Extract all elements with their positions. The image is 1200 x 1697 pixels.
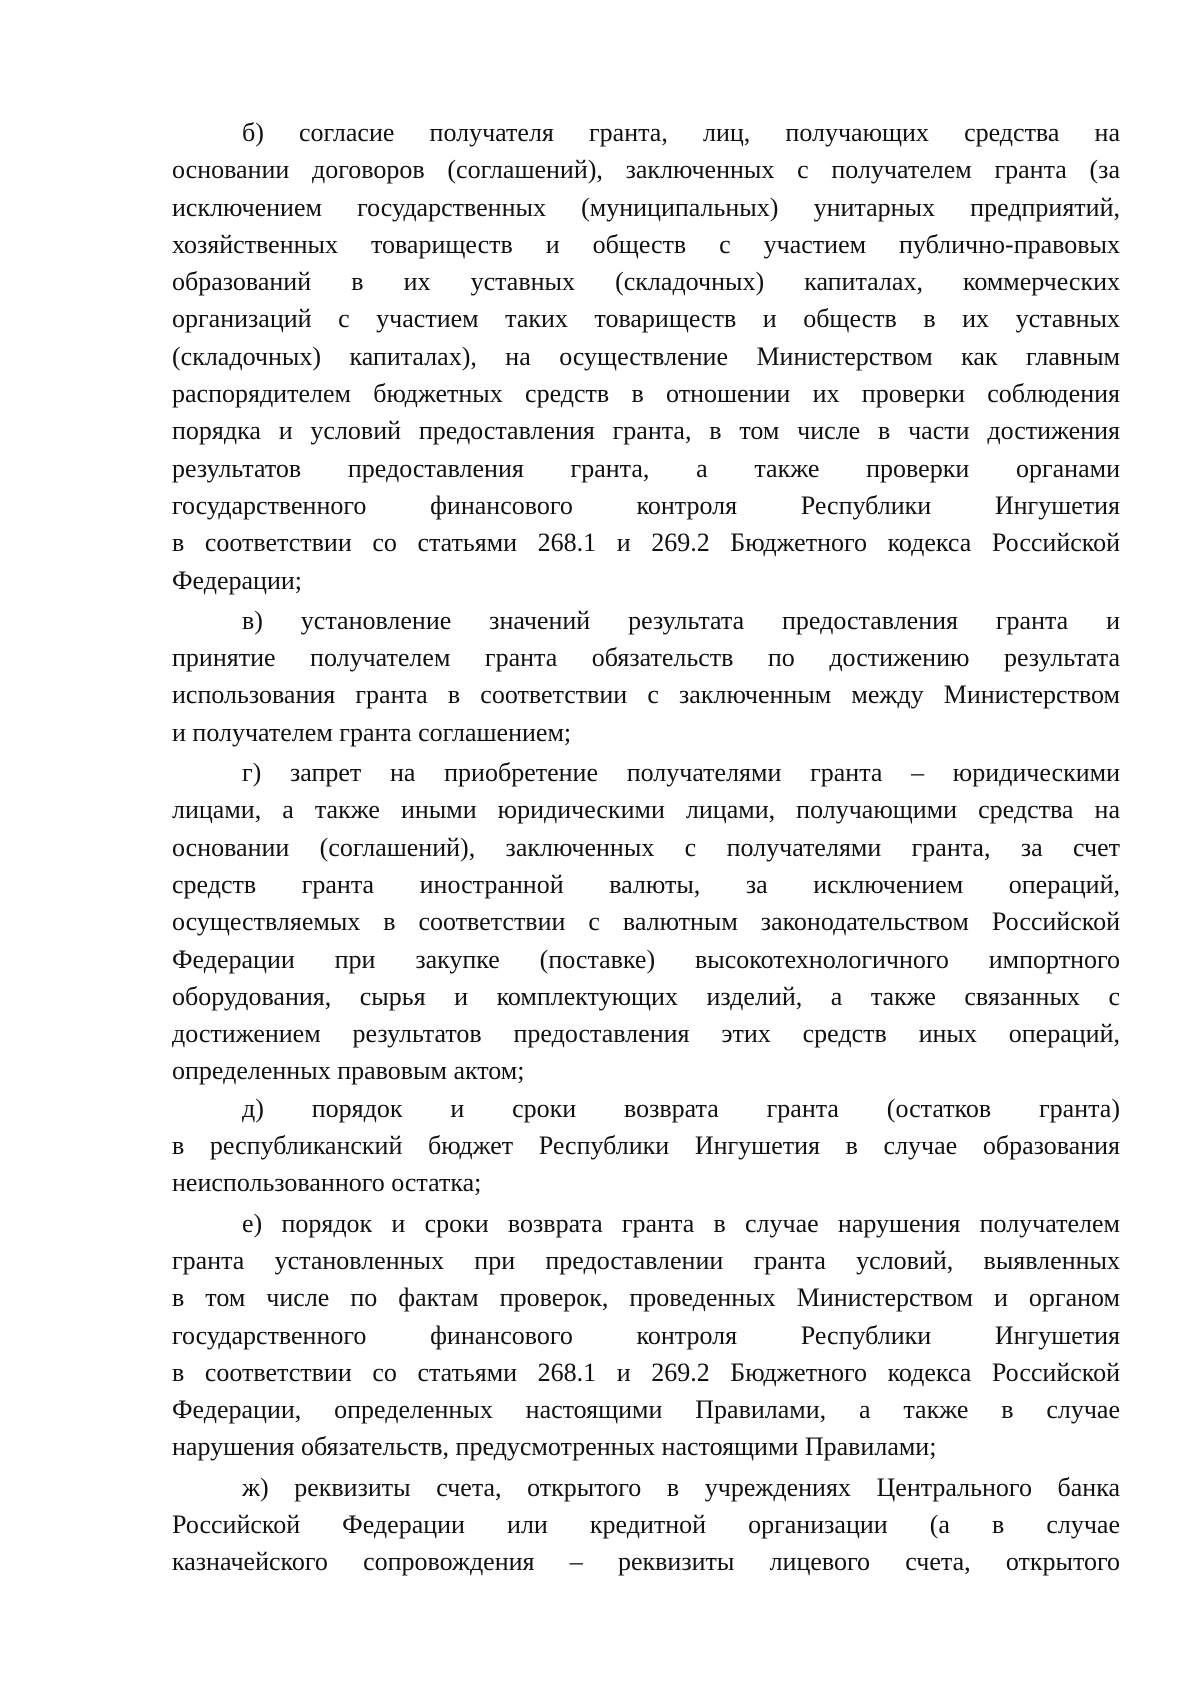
text-line: лицами, а также иными юридическими лицами, получающими средства на (172, 795, 1120, 825)
text-line: в том числе по фактам проверок, проведенных Министерством и органом (172, 1283, 1120, 1313)
text-line: е) порядок и сроки возврата гранта в случае нарушения получателем (242, 1208, 1120, 1238)
text-line: государственного финансового контроля Республики Ингушетия (172, 490, 1120, 520)
text-line: распорядителем бюджетных средств в отношении их проверки соблюдения (172, 379, 1120, 409)
text-line: Российской Федерации или кредитной организации (а в случае (172, 1509, 1120, 1539)
text-line: б) согласие получателя гранта, лиц, получающих средства на (242, 118, 1120, 147)
text-line: казначейского сопровождения – реквизиты лицевого счета, открытого (172, 1547, 1120, 1577)
text-line: и получателем гранта соглашением; (172, 717, 572, 747)
text-line: (складочных) капиталах), на осуществление Министерством как главным (172, 341, 1120, 371)
text-line: осуществляемых в соответствии с валютным законодательством Российской (172, 907, 1120, 937)
text-line: хозяйственных товариществ и обществ с участием публично-правовых (172, 229, 1120, 259)
text-line: порядка и условий предоставления гранта, в том числе в части достижения (172, 416, 1120, 446)
paragraph-b (172, 114, 1120, 599)
text-line: достижением результатов предоставления этих средств иных операций, (172, 1019, 1120, 1049)
text-line: средств гранта иностранной валюты, за исключением операций, (172, 869, 1120, 899)
paragraph-v (172, 602, 1120, 751)
text-line: в соответствии со статьями 268.1 и 269.2 Бюджетного кодекса Российской (172, 528, 1120, 558)
text-line: оборудования, сырья и комплектующих изделий, а также связанных с (172, 981, 1120, 1011)
text-line: гранта установленных при предоставлении гранта условий, выявленных (172, 1245, 1120, 1275)
text-line: Федерации, определенных настоящими Правилами, а также в случае (172, 1395, 1120, 1425)
text-line: основании (соглашений), заключенных с получателями гранта, за счет (172, 832, 1120, 862)
document-body (172, 114, 1120, 1581)
text-line: основании договоров (соглашений), заключенных с получателем гранта (за (172, 155, 1120, 185)
text-line: образований в их уставных (складочных) капиталах, коммерческих (172, 267, 1120, 297)
text-line: принятие получателем гранта обязательств по достижению результата (172, 643, 1120, 673)
text-line: Федерации; (172, 565, 303, 595)
paragraph-d (172, 1090, 1120, 1202)
text-line: в республиканский бюджет Республики Ингушетия в случае образования (172, 1131, 1120, 1161)
text-line: исключением государственных (муниципальных) унитарных предприятий, (172, 192, 1120, 222)
paragraph-g (172, 754, 1120, 1090)
text-line: организаций с участием таких товариществ и обществ в их уставных (172, 304, 1120, 334)
text-line: использования гранта в соответствии с заключенным между Министерством (172, 680, 1120, 710)
text-line: результатов предоставления гранта, а также проверки органами (172, 453, 1120, 483)
text-line: в соответствии со статьями 268.1 и 269.2 Бюджетного кодекса Российской (172, 1357, 1120, 1387)
text-line: неиспользованного остатка; (172, 1168, 482, 1198)
text-line: ж) реквизиты счета, открытого в учреждениях Центрального банка (242, 1472, 1120, 1502)
text-line: Федерации при закупке (поставке) высокотехнологичного импортного (172, 944, 1120, 974)
text-line: г) запрет на приобретение получателями гранта – юридическими (242, 758, 1120, 788)
text-line: нарушения обязательств, предусмотренных настоящими Правилами; (172, 1432, 937, 1462)
text-line: определенных правовым актом; (172, 1056, 525, 1086)
text-line: в) установление значений результата предоставления гранта и (242, 605, 1120, 635)
text-line: д) порядок и сроки возврата гранта (остатков гранта) (242, 1093, 1120, 1123)
paragraph-zh (172, 1469, 1120, 1581)
text-line: государственного финансового контроля Республики Ингушетия (172, 1320, 1120, 1350)
paragraph-e (172, 1205, 1120, 1466)
